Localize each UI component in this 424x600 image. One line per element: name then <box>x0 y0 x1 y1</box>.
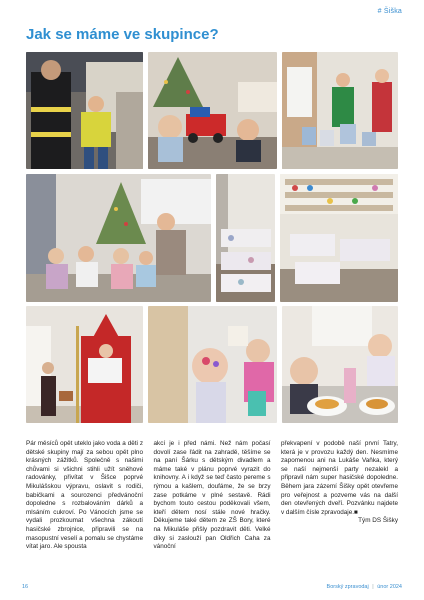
photo-firefighters <box>26 52 143 169</box>
photo-lunch-time <box>282 306 398 423</box>
photo-nap-time-beds <box>216 174 275 302</box>
text-column-1 <box>26 440 143 552</box>
photo-kids-with-cups <box>282 52 398 169</box>
photo-st-nicholas-visit <box>26 306 143 423</box>
publication-info <box>327 584 402 590</box>
issue-date: únor 2024 <box>377 584 402 590</box>
text-column-2 <box>154 440 271 552</box>
article-title: Jak se máme ve skupince? <box>26 26 219 43</box>
paragraph: Pár měsíců opět uteklo jako voda a děti z dětské skupiny mají za sebou opět plno krásných zážitků. Společně s našimi chůvami si všichni stihli užít sněhové radovánky, přivítat v Šišce poprvé Mikulášskou výpravu, oslavit s rodiči, babičkami a sourozenci předvánoční dopoledne s rozbalováním dárků a mlsáním cukroví. Po Vánocích jsme se vydali prozkoumat všechna zákoutí hasičské zbrojnice, připravili se na masopustní veselí a pomalu se chystáme vítat jaro. Ale spousta <box>26 440 143 551</box>
paragraph: akcí je i před námi. Než nám počasí dovolí zase řádit na zahradě, těšíme se na paní Šárku s dětským divadlem a máme také v plánu poprvé vyrazit do knihovny. A i když se teď často pereme s rýmou a kašlem, doufáme, že se brzy zase potkáme v plné sestavě. Rádi bychom touto cestou poděkovali všem, kteří dětem nosí stále nové hračky. Děkujeme také dětem ze ZŠ Bory, které na Mikuláše přišly pozdravit děti. Velké díky si zaslouží pan Oldřich Caha za vánoční <box>153 440 271 551</box>
text-column-3 <box>281 440 398 552</box>
footer-separator: | <box>372 584 374 590</box>
article-body <box>26 440 398 552</box>
photo-face-painting <box>148 306 277 423</box>
photo-toy-firetruck <box>148 52 277 169</box>
author-signature: Tým DS Šišky <box>358 517 398 525</box>
page-footer <box>22 584 402 590</box>
publication-name: Borský zpravodaj <box>326 584 369 590</box>
photo-christmas-gathering <box>26 174 211 302</box>
photo-playroom-beds <box>280 174 398 302</box>
page-number: 16 <box>22 584 29 590</box>
paragraph: překvapení v podobě naší první Tatry, která je v provozu každý den. Nesmíme zapomenou ani na Lukáše Vaňka, který se naší nejmenší party nezalekl a připravil nám super hasičské dopoledne. Během jara zázemí Šišky opět otevřeme pro veřejnost a pozveme vás na další den otevřených dveří. Pozvánku najdete v dalším čísle zpravodaje.■ <box>281 440 398 516</box>
section-tag: # Šiška <box>377 8 402 15</box>
